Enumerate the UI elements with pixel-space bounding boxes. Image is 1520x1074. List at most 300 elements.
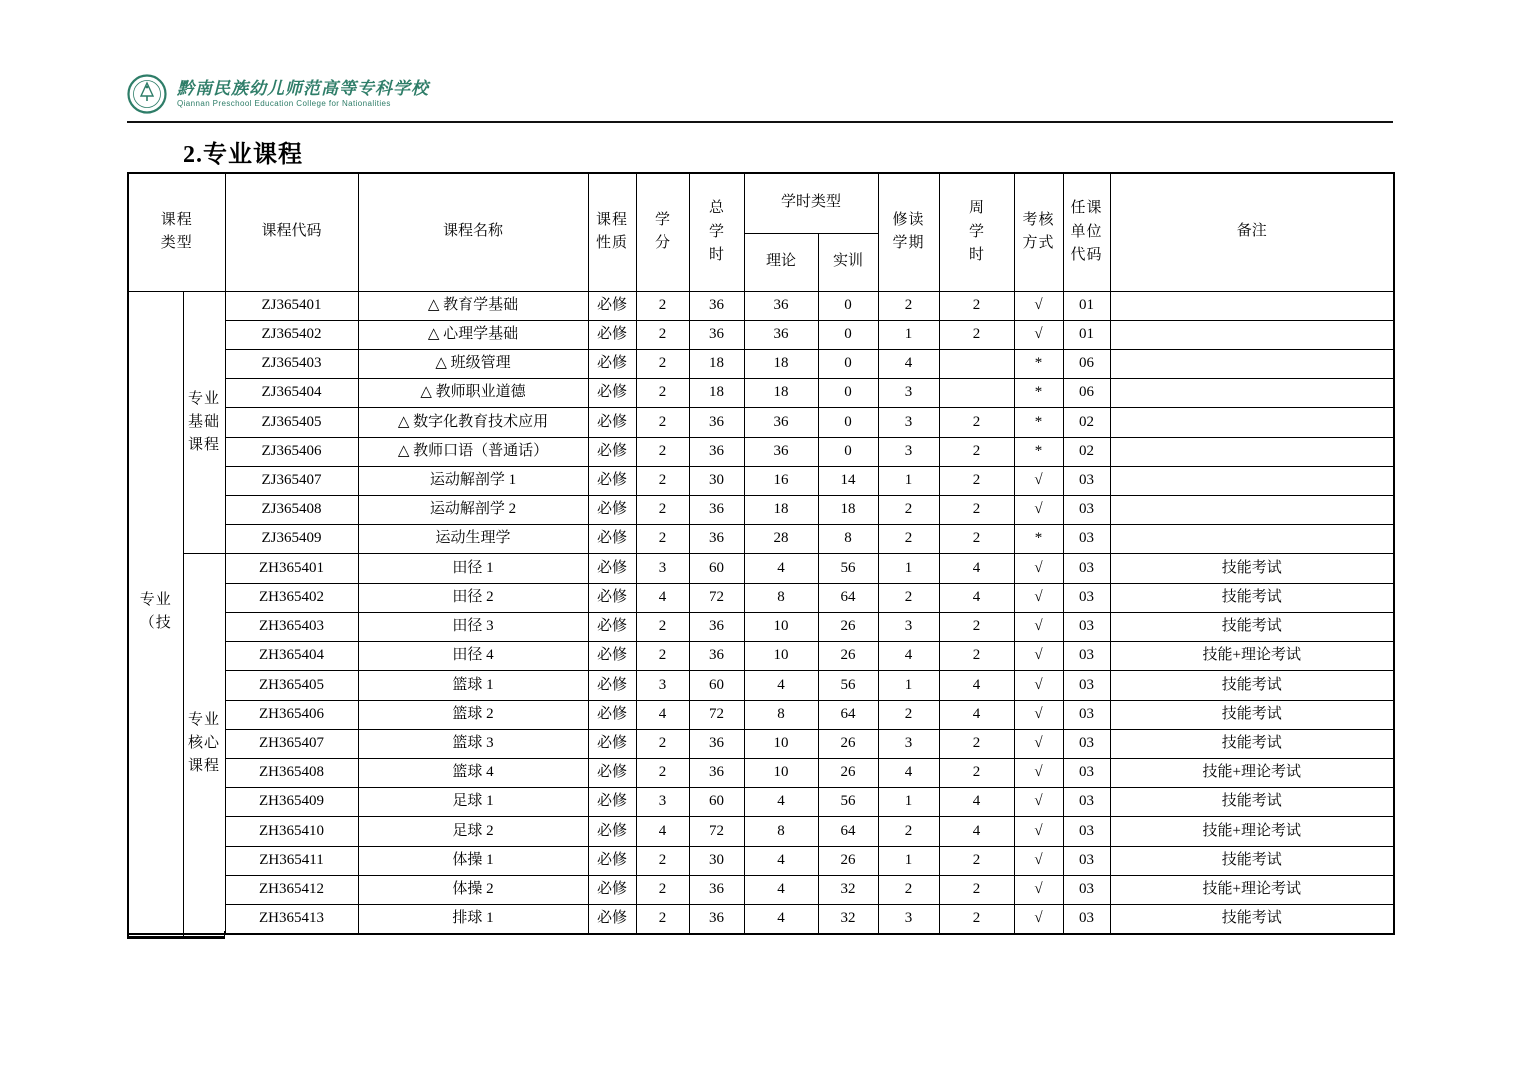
cell-unit-code: 03	[1063, 642, 1110, 671]
cell-assessment: √	[1014, 905, 1063, 934]
cell-course-code: ZJ365408	[225, 496, 358, 525]
cell-course-code: ZH365413	[225, 905, 358, 934]
cell-unit-code: 01	[1063, 291, 1110, 320]
cell-practice-hours: 18	[818, 496, 878, 525]
header-hour-type: 学时类型	[744, 173, 878, 233]
cell-course-code: ZH365406	[225, 700, 358, 729]
cell-unit-code: 03	[1063, 671, 1110, 700]
cell-course-nature: 必修	[588, 466, 636, 495]
cell-unit-code: 03	[1063, 466, 1110, 495]
cell-practice-hours: 26	[818, 642, 878, 671]
cell-total-hours: 36	[689, 291, 744, 320]
cell-weekly-hours: 2	[939, 466, 1014, 495]
cell-assessment: √	[1014, 583, 1063, 612]
cell-note	[1110, 291, 1394, 320]
table-row	[128, 349, 1394, 378]
cell-assessment: √	[1014, 671, 1063, 700]
cell-semester: 3	[878, 729, 939, 758]
cell-credits: 3	[636, 554, 689, 583]
cell-assessment: √	[1014, 846, 1063, 875]
cell-note: 技能考试	[1110, 554, 1394, 583]
cell-weekly-hours: 4	[939, 671, 1014, 700]
cell-course-nature: 必修	[588, 788, 636, 817]
cell-course-name: 篮球 4	[358, 759, 588, 788]
header-assessment	[1014, 173, 1063, 291]
cell-course-nature: 必修	[588, 642, 636, 671]
cell-course-name: △ 教师职业道德	[358, 379, 588, 408]
cell-total-hours: 36	[689, 729, 744, 758]
cell-credits: 2	[636, 729, 689, 758]
header-assessment-label: 考核方式	[1022, 212, 1055, 252]
cell-total-hours: 30	[689, 466, 744, 495]
cell-practice-hours: 14	[818, 466, 878, 495]
cell-semester: 2	[878, 496, 939, 525]
cell-practice-hours: 64	[818, 817, 878, 846]
cell-unit-code: 02	[1063, 408, 1110, 437]
cell-theory-hours: 36	[744, 437, 818, 466]
table-row	[128, 788, 1394, 817]
cell-unit-code: 03	[1063, 554, 1110, 583]
cell-credits: 2	[636, 905, 689, 934]
cell-assessment: √	[1014, 496, 1063, 525]
table-row	[128, 496, 1394, 525]
cell-course-code: ZH365407	[225, 729, 358, 758]
cell-weekly-hours: 2	[939, 612, 1014, 641]
cell-note: 技能+理论考试	[1110, 875, 1394, 904]
table-row	[128, 466, 1394, 495]
cell-credits: 2	[636, 291, 689, 320]
cell-course-nature: 必修	[588, 291, 636, 320]
cell-assessment: √	[1014, 729, 1063, 758]
cell-note	[1110, 525, 1394, 554]
cell-course-code: ZJ365407	[225, 466, 358, 495]
cell-practice-hours: 0	[818, 291, 878, 320]
cell-weekly-hours: 2	[939, 320, 1014, 349]
cell-total-hours: 36	[689, 642, 744, 671]
cell-course-code: ZH365410	[225, 817, 358, 846]
cell-practice-hours: 56	[818, 788, 878, 817]
cell-unit-code: 03	[1063, 875, 1110, 904]
cell-course-name: 运动解剖学 2	[358, 496, 588, 525]
cell-note: 技能考试	[1110, 583, 1394, 612]
group-professional-core-label: 专业核心课程	[187, 711, 220, 775]
cell-assessment: *	[1014, 437, 1063, 466]
cell-practice-hours: 26	[818, 846, 878, 875]
cell-course-code: ZH365404	[225, 642, 358, 671]
table-row	[128, 437, 1394, 466]
header-credits-label: 学分	[654, 212, 670, 252]
cell-course-name: 运动解剖学 1	[358, 466, 588, 495]
cell-semester: 3	[878, 612, 939, 641]
section-title: 2.专业课程	[183, 142, 303, 168]
cell-unit-code: 06	[1063, 349, 1110, 378]
cell-course-nature: 必修	[588, 349, 636, 378]
cell-weekly-hours: 4	[939, 554, 1014, 583]
cell-note: 技能考试	[1110, 671, 1394, 700]
header-practice: 实训	[818, 233, 878, 291]
cell-credits: 2	[636, 612, 689, 641]
cell-unit-code: 01	[1063, 320, 1110, 349]
cell-course-name: 田径 2	[358, 583, 588, 612]
table-row	[128, 642, 1394, 671]
cell-credits: 2	[636, 379, 689, 408]
cell-semester: 2	[878, 700, 939, 729]
cell-credits: 4	[636, 583, 689, 612]
cell-semester: 1	[878, 788, 939, 817]
cell-theory-hours: 8	[744, 817, 818, 846]
cell-assessment: √	[1014, 612, 1063, 641]
cell-weekly-hours	[939, 349, 1014, 378]
cell-course-nature: 必修	[588, 612, 636, 641]
cell-note	[1110, 496, 1394, 525]
cell-course-nature: 必修	[588, 846, 636, 875]
cell-weekly-hours: 4	[939, 583, 1014, 612]
cell-course-code: ZH365401	[225, 554, 358, 583]
cell-unit-code: 02	[1063, 437, 1110, 466]
cell-practice-hours: 56	[818, 671, 878, 700]
cell-practice-hours: 64	[818, 583, 878, 612]
header-credits	[636, 173, 689, 291]
cell-course-nature: 必修	[588, 729, 636, 758]
cell-course-code: ZJ365406	[225, 437, 358, 466]
cell-total-hours: 36	[689, 320, 744, 349]
header-weekly-hours-label: 周学时	[969, 200, 985, 263]
cell-total-hours: 72	[689, 817, 744, 846]
cell-practice-hours: 56	[818, 554, 878, 583]
header-weekly-hours	[939, 173, 1014, 291]
cell-practice-hours: 64	[818, 700, 878, 729]
cell-credits: 2	[636, 320, 689, 349]
cell-total-hours: 60	[689, 788, 744, 817]
cell-total-hours: 60	[689, 671, 744, 700]
cell-credits: 2	[636, 875, 689, 904]
cell-note: 技能考试	[1110, 612, 1394, 641]
cell-course-code: ZJ365401	[225, 291, 358, 320]
cell-course-name: △ 心理学基础	[358, 320, 588, 349]
cell-weekly-hours: 2	[939, 291, 1014, 320]
cell-credits: 2	[636, 525, 689, 554]
college-seal-icon	[127, 74, 167, 114]
cell-course-nature: 必修	[588, 496, 636, 525]
cell-weekly-hours: 2	[939, 642, 1014, 671]
cell-unit-code: 03	[1063, 788, 1110, 817]
header-course-code: 课程代码	[225, 173, 358, 291]
cell-note: 技能考试	[1110, 905, 1394, 934]
cell-course-nature: 必修	[588, 875, 636, 904]
cell-assessment: √	[1014, 700, 1063, 729]
cell-course-code: ZH365412	[225, 875, 358, 904]
cell-course-nature: 必修	[588, 554, 636, 583]
cell-unit-code: 03	[1063, 846, 1110, 875]
header-total-hours	[689, 173, 744, 291]
cell-note	[1110, 379, 1394, 408]
cell-course-code: ZH365403	[225, 612, 358, 641]
cell-course-name: 体操 2	[358, 875, 588, 904]
cell-practice-hours: 0	[818, 379, 878, 408]
cell-note	[1110, 408, 1394, 437]
cell-assessment: *	[1014, 349, 1063, 378]
cell-assessment: √	[1014, 291, 1063, 320]
cell-course-code: ZH365405	[225, 671, 358, 700]
cell-unit-code: 03	[1063, 496, 1110, 525]
cell-theory-hours: 10	[744, 642, 818, 671]
header-semester	[878, 173, 939, 291]
cell-total-hours: 36	[689, 612, 744, 641]
cell-credits: 4	[636, 700, 689, 729]
cell-theory-hours: 4	[744, 671, 818, 700]
header-theory: 理论	[744, 233, 818, 291]
college-name-cn: 黔南民族幼儿师范高等专科学校	[177, 79, 429, 99]
cell-semester: 1	[878, 320, 939, 349]
cell-course-code: ZJ365402	[225, 320, 358, 349]
header-unit-code	[1063, 173, 1110, 291]
cell-unit-code: 03	[1063, 759, 1110, 788]
cell-theory-hours: 4	[744, 554, 818, 583]
cell-theory-hours: 36	[744, 408, 818, 437]
cell-unit-code: 03	[1063, 905, 1110, 934]
cell-credits: 4	[636, 817, 689, 846]
table-row	[128, 525, 1394, 554]
cell-total-hours: 36	[689, 496, 744, 525]
cell-unit-code: 03	[1063, 525, 1110, 554]
table-row	[128, 846, 1394, 875]
cell-semester: 3	[878, 905, 939, 934]
cell-course-name: △ 教育学基础	[358, 291, 588, 320]
table-row	[128, 700, 1394, 729]
cell-assessment: √	[1014, 320, 1063, 349]
cell-unit-code: 03	[1063, 612, 1110, 641]
cell-course-nature: 必修	[588, 320, 636, 349]
cell-course-name: 足球 2	[358, 817, 588, 846]
cell-practice-hours: 0	[818, 349, 878, 378]
cell-semester: 2	[878, 875, 939, 904]
cell-practice-hours: 8	[818, 525, 878, 554]
cell-course-nature: 必修	[588, 437, 636, 466]
header-total-hours-label: 总学时	[708, 200, 724, 263]
cell-assessment: √	[1014, 466, 1063, 495]
cell-semester: 2	[878, 525, 939, 554]
cell-assessment: √	[1014, 788, 1063, 817]
cell-weekly-hours: 2	[939, 729, 1014, 758]
cell-note: 技能+理论考试	[1110, 642, 1394, 671]
cell-unit-code: 06	[1063, 379, 1110, 408]
cell-theory-hours: 16	[744, 466, 818, 495]
cell-course-code: ZJ365409	[225, 525, 358, 554]
cell-credits: 2	[636, 759, 689, 788]
header-course-name: 课程名称	[358, 173, 588, 291]
cell-unit-code: 03	[1063, 729, 1110, 758]
cell-course-name: △ 教师口语（普通话）	[358, 437, 588, 466]
cell-total-hours: 36	[689, 437, 744, 466]
cell-credits: 3	[636, 788, 689, 817]
group-professional-technical-label: 专业（技	[139, 591, 172, 632]
cell-note: 技能考试	[1110, 700, 1394, 729]
cell-theory-hours: 4	[744, 846, 818, 875]
header-course-type	[128, 173, 225, 291]
cell-credits: 2	[636, 437, 689, 466]
cell-weekly-hours: 2	[939, 759, 1014, 788]
cell-total-hours: 36	[689, 408, 744, 437]
table-row	[128, 291, 1394, 320]
cell-credits: 2	[636, 496, 689, 525]
cell-weekly-hours: 2	[939, 408, 1014, 437]
cell-assessment: √	[1014, 817, 1063, 846]
cell-practice-hours: 32	[818, 875, 878, 904]
cell-weekly-hours: 2	[939, 875, 1014, 904]
header-notes: 备注	[1110, 173, 1394, 291]
cell-total-hours: 36	[689, 905, 744, 934]
cell-theory-hours: 36	[744, 320, 818, 349]
cell-theory-hours: 4	[744, 905, 818, 934]
cell-note: 技能+理论考试	[1110, 759, 1394, 788]
cell-course-code: ZH365409	[225, 788, 358, 817]
cell-course-code: ZJ365403	[225, 349, 358, 378]
cell-credits: 3	[636, 671, 689, 700]
course-table-body	[128, 291, 1394, 934]
letterhead-rule	[127, 121, 1393, 123]
table-row	[128, 583, 1394, 612]
header-course-type-label: 课程类型	[160, 212, 193, 252]
cell-assessment: *	[1014, 408, 1063, 437]
cell-assessment: √	[1014, 759, 1063, 788]
table-row	[128, 612, 1394, 641]
cell-course-nature: 必修	[588, 583, 636, 612]
cell-course-nature: 必修	[588, 759, 636, 788]
cell-course-name: 排球 1	[358, 905, 588, 934]
cell-total-hours: 36	[689, 525, 744, 554]
cell-total-hours: 36	[689, 759, 744, 788]
cell-total-hours: 72	[689, 700, 744, 729]
cell-total-hours: 60	[689, 554, 744, 583]
cell-note: 技能考试	[1110, 788, 1394, 817]
cell-semester: 3	[878, 437, 939, 466]
header-course-nature-label: 课程性质	[595, 212, 628, 252]
cell-course-name: 篮球 1	[358, 671, 588, 700]
cell-course-nature: 必修	[588, 671, 636, 700]
table-row	[128, 729, 1394, 758]
group-professional-technical	[128, 291, 183, 934]
cell-course-name: 体操 1	[358, 846, 588, 875]
cell-weekly-hours: 4	[939, 700, 1014, 729]
cell-practice-hours: 0	[818, 437, 878, 466]
cell-weekly-hours: 2	[939, 905, 1014, 934]
cell-weekly-hours: 2	[939, 437, 1014, 466]
cell-note	[1110, 349, 1394, 378]
cell-semester: 2	[878, 583, 939, 612]
cell-note	[1110, 466, 1394, 495]
cell-course-name: 田径 4	[358, 642, 588, 671]
cell-weekly-hours	[939, 379, 1014, 408]
cell-practice-hours: 26	[818, 612, 878, 641]
cell-semester: 4	[878, 349, 939, 378]
cell-unit-code: 03	[1063, 700, 1110, 729]
cell-course-name: 田径 3	[358, 612, 588, 641]
cell-course-code: ZH365411	[225, 846, 358, 875]
cell-theory-hours: 36	[744, 291, 818, 320]
cell-weekly-hours: 4	[939, 817, 1014, 846]
cell-semester: 1	[878, 466, 939, 495]
cell-credits: 2	[636, 466, 689, 495]
cell-credits: 2	[636, 642, 689, 671]
cell-total-hours: 36	[689, 875, 744, 904]
cell-theory-hours: 28	[744, 525, 818, 554]
cell-course-nature: 必修	[588, 379, 636, 408]
letterhead-text	[177, 79, 429, 109]
cell-theory-hours: 18	[744, 379, 818, 408]
course-table	[127, 172, 1395, 935]
cell-assessment: *	[1014, 379, 1063, 408]
cell-course-name: 篮球 2	[358, 700, 588, 729]
cell-course-nature: 必修	[588, 817, 636, 846]
cell-semester: 4	[878, 759, 939, 788]
cell-course-name: △ 班级管理	[358, 349, 588, 378]
table-row	[128, 554, 1394, 583]
cell-assessment: √	[1014, 875, 1063, 904]
cell-unit-code: 03	[1063, 817, 1110, 846]
cell-note: 技能考试	[1110, 846, 1394, 875]
cell-theory-hours: 4	[744, 788, 818, 817]
table-row	[128, 817, 1394, 846]
cell-semester: 3	[878, 408, 939, 437]
cell-practice-hours: 26	[818, 759, 878, 788]
cell-theory-hours: 4	[744, 875, 818, 904]
header-semester-label: 修读学期	[892, 212, 925, 252]
cell-total-hours: 30	[689, 846, 744, 875]
table-row	[128, 875, 1394, 904]
group-professional-core	[183, 554, 225, 934]
cell-practice-hours: 26	[818, 729, 878, 758]
cell-course-nature: 必修	[588, 905, 636, 934]
cell-course-name: 运动生理学	[358, 525, 588, 554]
cell-theory-hours: 8	[744, 583, 818, 612]
cell-theory-hours: 18	[744, 496, 818, 525]
cell-semester: 4	[878, 642, 939, 671]
cell-course-name: △ 数字化教育技术应用	[358, 408, 588, 437]
cell-assessment: *	[1014, 525, 1063, 554]
cell-total-hours: 18	[689, 349, 744, 378]
table-row	[128, 379, 1394, 408]
header-unit-code-label: 任课单位代码	[1070, 200, 1103, 263]
cell-theory-hours: 10	[744, 729, 818, 758]
cell-theory-hours: 10	[744, 759, 818, 788]
table-row	[128, 759, 1394, 788]
cell-weekly-hours: 2	[939, 846, 1014, 875]
cell-course-code: ZJ365404	[225, 379, 358, 408]
cell-course-nature: 必修	[588, 700, 636, 729]
table-row	[128, 320, 1394, 349]
cell-practice-hours: 0	[818, 320, 878, 349]
cell-course-code: ZH365402	[225, 583, 358, 612]
left-column-inner-divider	[183, 931, 184, 936]
cell-course-code: ZH365408	[225, 759, 358, 788]
cell-theory-hours: 8	[744, 700, 818, 729]
cell-unit-code: 03	[1063, 583, 1110, 612]
cell-assessment: √	[1014, 554, 1063, 583]
cell-total-hours: 72	[689, 583, 744, 612]
cell-course-name: 田径 1	[358, 554, 588, 583]
header-course-nature	[588, 173, 636, 291]
college-name-en: Qiannan Preschool Education College for Nationalities	[177, 98, 391, 108]
table-row	[128, 671, 1394, 700]
cell-semester: 1	[878, 554, 939, 583]
cell-total-hours: 18	[689, 379, 744, 408]
cell-note	[1110, 437, 1394, 466]
cell-course-name: 篮球 3	[358, 729, 588, 758]
cell-practice-hours: 0	[818, 408, 878, 437]
cell-semester: 2	[878, 291, 939, 320]
cell-assessment: √	[1014, 642, 1063, 671]
cell-practice-hours: 32	[818, 905, 878, 934]
